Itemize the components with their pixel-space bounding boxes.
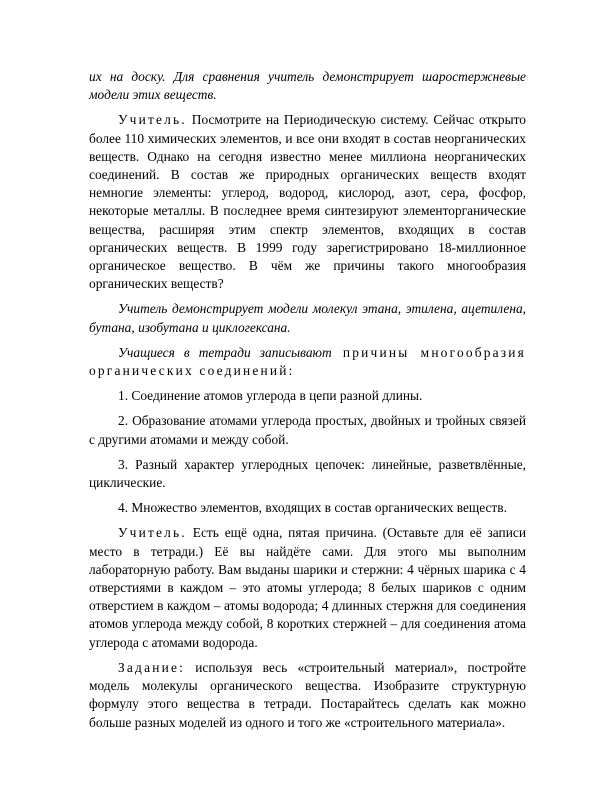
- paragraph-task: [89, 659, 526, 732]
- list-item: 3. Разный характер углеродных цепочек: линейные, разветвлённые, циклические.: [89, 456, 526, 491]
- paragraph-teacher-periodic-table: [89, 111, 526, 293]
- paragraph-students-write: [89, 344, 526, 380]
- speaker-label: Учитель.: [118, 112, 187, 128]
- list-item: 2. Образование атомами углерода простых, двойных и тройных связей с другими атомами и между собой.: [89, 413, 526, 447]
- paragraph-text: Есть ещё одна, пятая причина. (Оставьте для её записи место в тетради.) Её вы найдёте сами. Для этого мы выполним лабораторную работу. Вам выданы шарики и стержни: 4 чёрных шарика с 4 отверстиями в каждом – это атомы углерода; 8 белых шариков с одним отверстием в каждом – атомы водорода; 4 длинных стержня для соединения атомов углерода между собой, 8 коротких стержней – для соединения атома углерода с атомами водорода.: [89, 525, 526, 650]
- italic-lead: Учащиеся в тетради записывают: [118, 344, 332, 360]
- speaker-label: Учитель.: [118, 525, 187, 541]
- task-label: Задание:: [118, 659, 186, 675]
- paragraph-text: Посмотрите на Периодическую систему. Сейчас открыто более 110 химических элементов, и все они входят в состав неорганических веществ. Однако на сегодня известно менее миллиона неорганических соединений. В состав же природных органических веществ входят немногие элементы: углерод, водород, кислород, азот, сера, фосфор, некоторые металлы. В последнее время синтезируют элементорганические вещества, расширяя этим спектр элементов, входящих в состав органических веществ. В 1999 году зарегистрировано 18-миллионное органическое вещество. В чём же причины такого многообразия органических веществ?: [89, 112, 526, 292]
- paragraph-demonstration-intro: их на доску. Для сравнения учитель демонстрирует шаростержневые модели этих веществ.: [89, 69, 526, 103]
- page-body: [89, 68, 526, 739]
- spaced-heading: причины многообразия органических соединений:: [89, 344, 526, 379]
- paragraph-teacher-demonstrates-models: Учитель демонстрирует модели молекул этана, этилена, ацетилена, бутана, изобутана и циклогексана.: [89, 301, 526, 335]
- list-item: 4. Множество элементов, входящих в состав органических веществ.: [118, 500, 507, 516]
- paragraph-text: используя весь «строительный материал», постройте модель молекулы органического вещества. Изобразите структурную формулу этого вещества в тетради. Постарайтесь сделать как можно больше разных моделей из одного и того же «строительного материала».: [89, 659, 526, 730]
- paragraph-teacher-fifth-reason: [89, 524, 526, 651]
- list-item: 1. Соединение атомов углерода в цепи разной длины.: [118, 388, 423, 404]
